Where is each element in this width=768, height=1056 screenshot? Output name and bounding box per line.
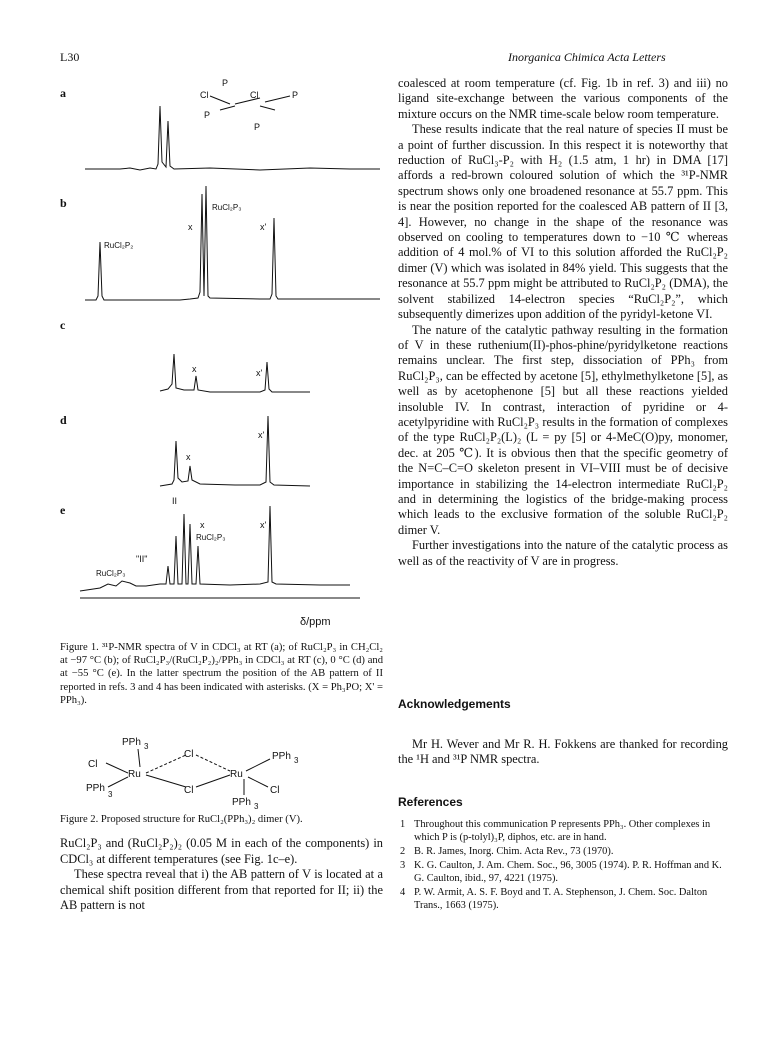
reference-text: P. W. Armit, A. S. F. Boyd and T. A. Stephenson, J. Chem. Soc. Dalton Trans., 1663 (1975).: [414, 887, 708, 911]
pph3-bottom-label: PPh: [232, 797, 251, 808]
label-xprime-b: x': [260, 222, 267, 232]
cl-bridge-top-label: Cl: [184, 749, 194, 760]
cl-left-label: Cl: [88, 759, 98, 770]
right-paragraph-4: Further investigations into the nature of the catalytic process as well as of the reactivity of V are in progress.: [398, 538, 728, 568]
reference-item: [398, 859, 728, 885]
cl-bridge-bottom-label: Cl: [184, 785, 194, 796]
label-x-e: x: [200, 520, 205, 530]
label-quoted-ii-e: "II": [136, 554, 148, 564]
acknowledgements-text: Mr H. Wever and Mr R. H. Fokkens are thanked for recording the ¹H and ³¹P NMR spectra.: [398, 737, 728, 767]
structure-cl-label-2: Cl: [250, 90, 259, 100]
pph3-right-sub: 3: [294, 756, 299, 765]
structure-p-label-3: P: [204, 110, 211, 120]
spectrum-d-trace: [160, 416, 310, 486]
ppm-axis-label: δ/ppm: [300, 616, 331, 628]
label-xprime-d: x': [258, 430, 265, 440]
panel-label-c: c: [60, 318, 66, 332]
structure-p-label-2: P: [292, 90, 299, 100]
pph3-right-label: PPh: [272, 751, 291, 762]
spectrum-e-trace: [80, 506, 350, 591]
panel-label-e: e: [60, 503, 66, 517]
reference-number: 3: [400, 860, 406, 871]
pph3-left-label: PPh: [86, 783, 105, 794]
pph3-left-sub: 3: [108, 790, 113, 799]
panel-label-d: d: [60, 413, 67, 427]
cl-right-label: Cl: [270, 785, 280, 796]
label-roman-ii-e: II: [172, 496, 178, 506]
label-rucl2p3-b: RuCl₂P₃: [212, 203, 242, 212]
reference-item: [398, 818, 728, 844]
panel-label-a: a: [60, 86, 66, 100]
structure-p-label-4: P: [254, 122, 261, 132]
acknowledgements-heading: Acknowledgements: [398, 697, 511, 711]
journal-title: Inorganica Chimica Acta Letters: [508, 50, 666, 64]
structure-p-label: P: [222, 78, 229, 88]
reference-text: Throughout this communication P represents PPh₃. Other complexes in which P is (p-tolyl)₃P, diphos, etc. are in hand.: [414, 819, 711, 843]
page-number: L30: [60, 50, 80, 64]
figure-2-structure: [86, 733, 316, 809]
label-rucl2p3-e-left: RuCl₂P₃: [96, 569, 126, 578]
reference-number: 4: [400, 887, 406, 898]
reference-text: K. G. Caulton, J. Am. Chem. Soc., 96, 3005 (1974). P. R. Hoffman and K. G. Caulton, ibid., 97, 4221 (1975).: [414, 860, 722, 884]
spectrum-a-trace: [85, 106, 380, 170]
label-rucl2p3-e-right: RuCl₂P₃: [196, 533, 226, 542]
label-x-c: x: [192, 364, 197, 374]
right-paragraph-1: coalesced at room temperature (cf. Fig. 1b in ref. 3) and iii) no ligand site-exchange between the various components of the mixture occurs on the NMR time-scale below room temperature.: [398, 76, 728, 121]
panel-label-b: b: [60, 196, 67, 210]
right-paragraph-2: These results indicate that the real nature of species II must be a point of further discussion. In this respect it is noteworthy that reduction of RuCl₃-P₂ with H₂ (1.5 atm, 1 hr) in DMA [17] affords a red-brown coloured solution of which the ³¹P-NMR spectrum shows only one broadened resonance at 55.7 ppm. This is near the position reported for the coalesced AB pattern of II [3, 4]. However, no change in the shape of the resonance was observed on cooling to temperatures down to −10 ℃ whereas addition of 4 mol.% of VI to this solution afforded the RuCl₂P₂ dimer (V) which was isolated in 84% yield. This suggests that the resonance at 55.7 ppm might be attributed to RuCl₂P₂ (DMA), the solvent stabilized 14-electron species “RuCl₂P₂”, which subsequently dimerizes upon addition of the pyridyl-ketone VI.: [398, 122, 728, 322]
figure-1-caption: Figure 1. ³¹P-NMR spectra of V in CDCl₃ at RT (a); of RuCl₂P₃ in CH₂Cl₂ at −97 °C (b); of RuCl₂P₃/(RuCl₂P₂)₂/PPh₃ in CDCl₃ at RT (c), 0 °C (d) and at −55 °C (e). In the latter spectrum the position of the AB pattern of II reported in refs. 3 and 4 has been indicated with asterisks. (X = Ph₃PO; X' = PPh₃).: [60, 642, 383, 706]
ru-right-label: Ru: [230, 769, 243, 780]
right-paragraph-3: The nature of the catalytic pathway resulting in the formation of V in these ruthenium(II)-phos-phine/pyridylketone reactions remains unclear. The first step, dissociation of PPh₃ from RuCl₂P₃, can be effected by acetone [5], ethylmethylketone [5], as well as by acetophenone [5] but all these reactions yielded insoluble IV. In contrast, interaction of pyridine or 4-acetylpyridine with RuCl₂P₃ results in the formation of complexes of the type RuCl₂P₂(L)₂ (L = py [5] or 4-MeC(O)py, monomer, dec. at 205 ℃). It is obvious then that the specific geometry of the N=C–C=O skeleton present in VI–VIII must be of decisive importance in stabilizing the 14-electron intermediate RuCl₂P₂ and in determining the logistics of the bridge-making process which leads to the exclusive formation of the soluble RuCl₂P₂ dimer V.: [398, 322, 728, 537]
ru-left-label: Ru: [128, 769, 141, 780]
label-rucl2p2-b: RuCl₂P₂: [104, 241, 134, 250]
figure-2-caption: Figure 2. Proposed structure for RuCl₂(PPh₃)₂ dimer (V).: [60, 814, 303, 825]
pph3-top-sub: 3: [144, 742, 149, 751]
label-x-b: x: [188, 222, 193, 232]
left-paragraph-2: These spectra reveal that i) the AB pattern of V is located at a chemical shift position different from that reported for II; ii) the AB pattern is not: [60, 867, 383, 913]
pph3-top-label: PPh: [122, 737, 141, 748]
references-heading: References: [398, 795, 463, 809]
reference-number: 2: [400, 846, 406, 857]
left-body-text: [60, 836, 383, 914]
spectrum-c-trace: [160, 354, 310, 392]
references-list: [398, 818, 728, 913]
reference-text: B. R. James, Inorg. Chim. Acta Rev., 73 (1970).: [414, 846, 614, 857]
left-paragraph-1: RuCl₂P₃ and (RuCl₂P₂)₂ (0.05 M in each of the components) in CDCl₃ at different temperatures (see Fig. 1c–e).: [60, 836, 383, 866]
label-x-d: x: [186, 452, 191, 462]
label-xprime-e: x': [260, 520, 267, 530]
reference-item: [398, 886, 728, 912]
right-body-text: [398, 76, 728, 569]
reference-item: [398, 845, 728, 858]
pph3-bottom-sub: 3: [254, 802, 259, 809]
structure-cl-label: Cl: [200, 90, 209, 100]
label-xprime-c: x': [256, 368, 263, 378]
figure-1-nmr-spectra: [60, 66, 390, 626]
reference-number: 1: [400, 819, 406, 830]
